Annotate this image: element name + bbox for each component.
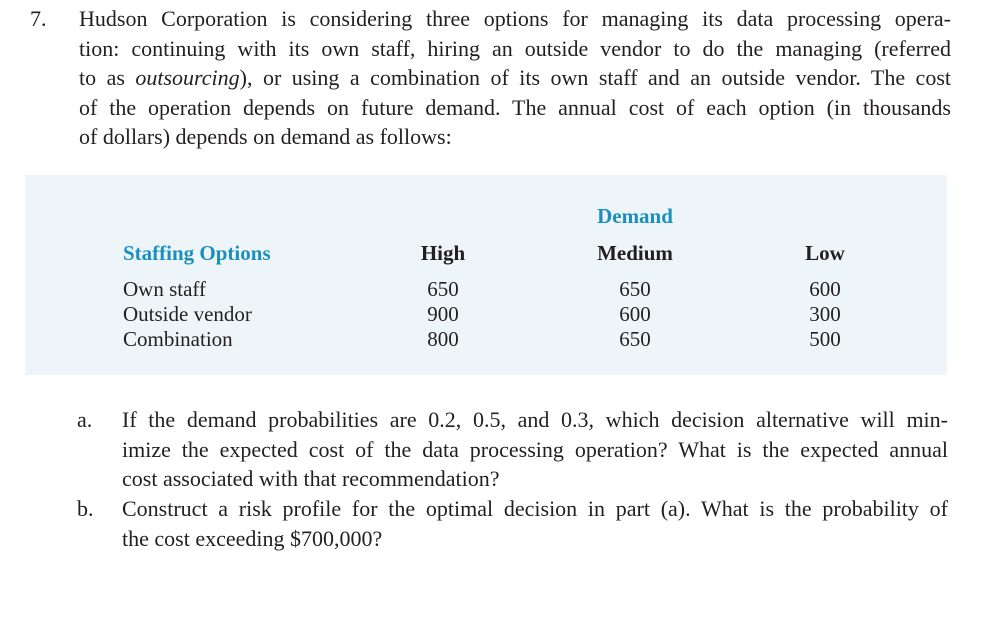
subquestion-a <box>122 405 948 494</box>
column-header-high: High <box>420 241 466 265</box>
column-header-medium: Medium <box>597 241 673 265</box>
statement-line: of the operation depends on future demand. The annual cost of each option (in thousands <box>79 94 951 120</box>
subquestion-line: the cost exceeding $700,000? <box>122 525 383 551</box>
subquestion-a-label: a. <box>77 407 93 432</box>
demand-header: Demand <box>597 204 673 228</box>
statement-line: tion: continuing with its own staff, hiring an outside vendor to do the managing (referred <box>79 35 951 61</box>
subquestion-line: If the demand probabilities are 0.2, 0.5, and 0.3, which decision alternative will min- <box>122 407 948 432</box>
statement-fragment: to as <box>79 65 136 90</box>
statement-fragment: ), or using a combination of its own staff and an outside vendor. The cost <box>239 65 951 90</box>
problem-number: 7. <box>30 6 47 31</box>
subquestion-line: cost associated with that recommendation? <box>122 466 500 491</box>
table-cell: 650 <box>619 327 651 351</box>
table-cell: 800 <box>427 327 459 351</box>
statement-line <box>79 63 951 93</box>
column-header-low: Low <box>805 241 845 265</box>
row-label-combination: Combination <box>123 327 233 351</box>
cost-table <box>25 175 947 375</box>
subquestion-b-label: b. <box>77 496 94 521</box>
subquestion-line: imize the expected cost of the data processing operation? What is the expected annual <box>122 436 948 462</box>
subquestion-line: Construct a risk profile for the optimal decision in part (a). What is the probability of <box>122 496 948 521</box>
table-cell: 600 <box>809 277 841 301</box>
table-cell: 300 <box>809 302 841 326</box>
row-label-outside-vendor: Outside vendor <box>123 302 252 326</box>
problem-statement <box>79 4 951 152</box>
subquestion-b <box>122 494 948 553</box>
table-cell: 600 <box>619 302 651 326</box>
table-cell: 650 <box>619 277 651 301</box>
outsourcing-term: outsourcing <box>135 65 240 90</box>
statement-line: of dollars) depends on demand as follows: <box>79 124 452 149</box>
row-label-own-staff: Own staff <box>123 277 207 301</box>
table-cell: 900 <box>427 302 459 326</box>
table-cell: 500 <box>809 327 841 351</box>
staffing-options-header: Staffing Options <box>123 241 271 265</box>
table-cell: 650 <box>427 277 459 301</box>
statement-line: Hudson Corporation is considering three options for managing its data processing opera- <box>79 6 951 31</box>
